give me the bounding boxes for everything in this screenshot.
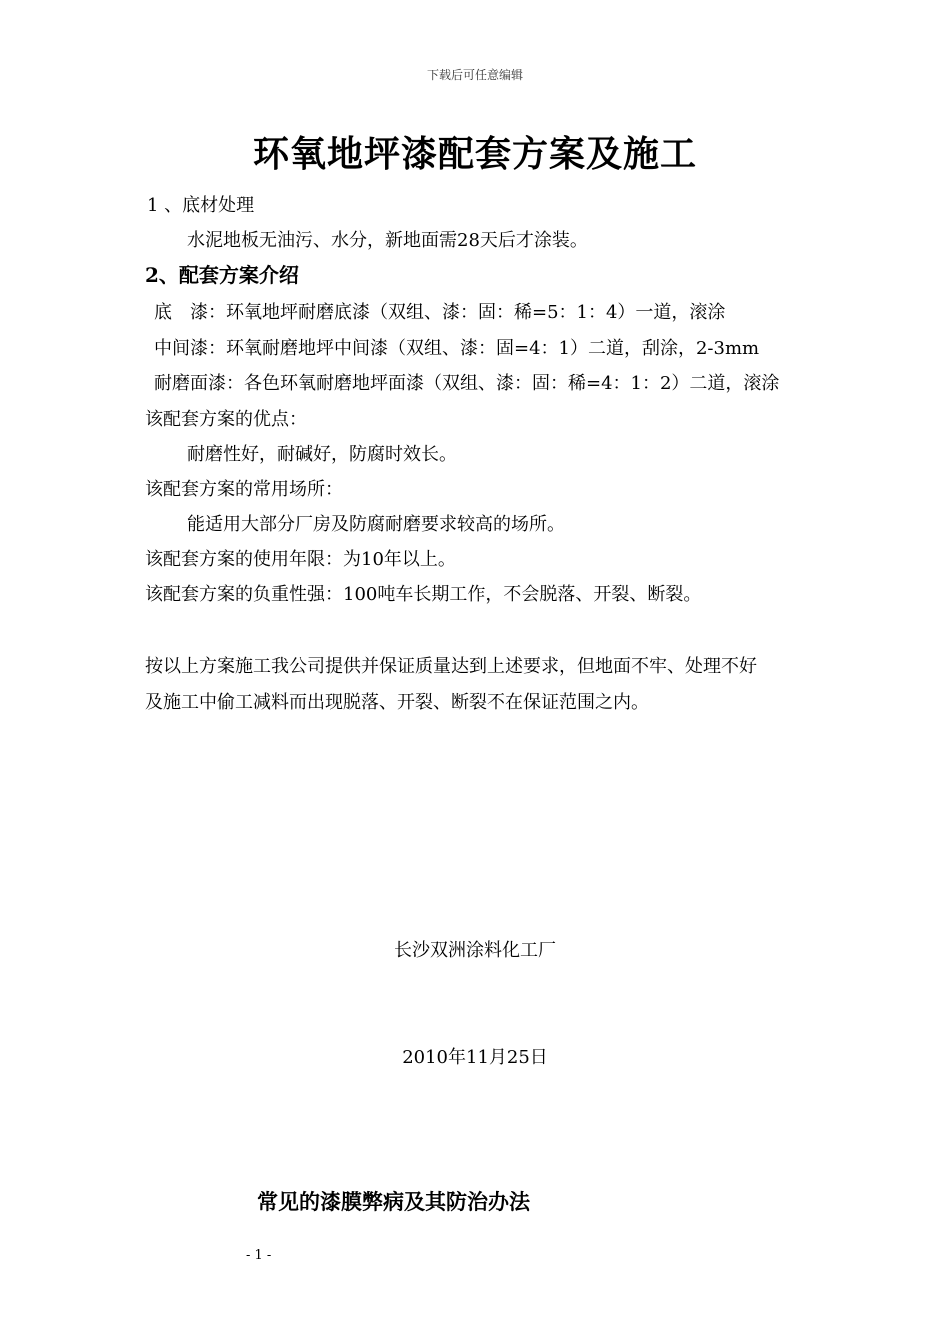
advantages-text: 耐磨性好，耐碱好，防腐时效长。 xyxy=(187,444,457,465)
primer-coat-line: 底 漆：环氧地坪耐磨底漆（双组、漆：固：稀=5：1：4）一道，滚涂 xyxy=(154,302,726,323)
next-section-title: 常见的漆膜弊病及其防治办法 xyxy=(257,1189,530,1214)
load-line: 该配套方案的负重性强：100吨车长期工作，不会脱落、开裂、断裂。 xyxy=(145,584,702,605)
section2-heading: 2、配套方案介绍 xyxy=(145,263,299,287)
advantages-label: 该配套方案的优点： xyxy=(145,409,307,430)
page-number: - 1 - xyxy=(246,1248,272,1263)
document-title: 环氧地坪漆配套方案及施工 xyxy=(252,133,697,175)
section1-heading: 1 、底材处理 xyxy=(147,195,255,216)
places-text: 能适用大部分厂房及防腐耐磨要求较高的场所。 xyxy=(187,514,565,535)
middle-coat-line: 中间漆：环氧耐磨地坪中间漆（双组、漆：固=4：1）二道，刮涂，2-3mm xyxy=(154,338,760,359)
company-name: 长沙双洲涂料化工厂 xyxy=(394,940,556,961)
guarantee-line-1: 按以上方案施工我公司提供并保证质量达到上述要求，但地面不牢、处理不好 xyxy=(145,656,757,677)
section1-text: 水泥地板无油污、水分，新地面需28天后才涂装。 xyxy=(187,230,588,251)
top-coat-line: 耐磨面漆：各色环氧耐磨地坪面漆（双组、漆：固：稀=4：1：2）二道，滚涂 xyxy=(154,373,780,394)
signing-date: 2010年11月25日 xyxy=(402,1047,548,1068)
guarantee-line-2: 及施工中偷工减料而出现脱落、开裂、断裂不在保证范围之内。 xyxy=(145,692,649,713)
lifespan-line: 该配套方案的使用年限：为10年以上。 xyxy=(145,549,456,570)
page-header-note: 下载后可任意编辑 xyxy=(426,68,523,82)
places-label: 该配套方案的常用场所： xyxy=(145,479,343,500)
